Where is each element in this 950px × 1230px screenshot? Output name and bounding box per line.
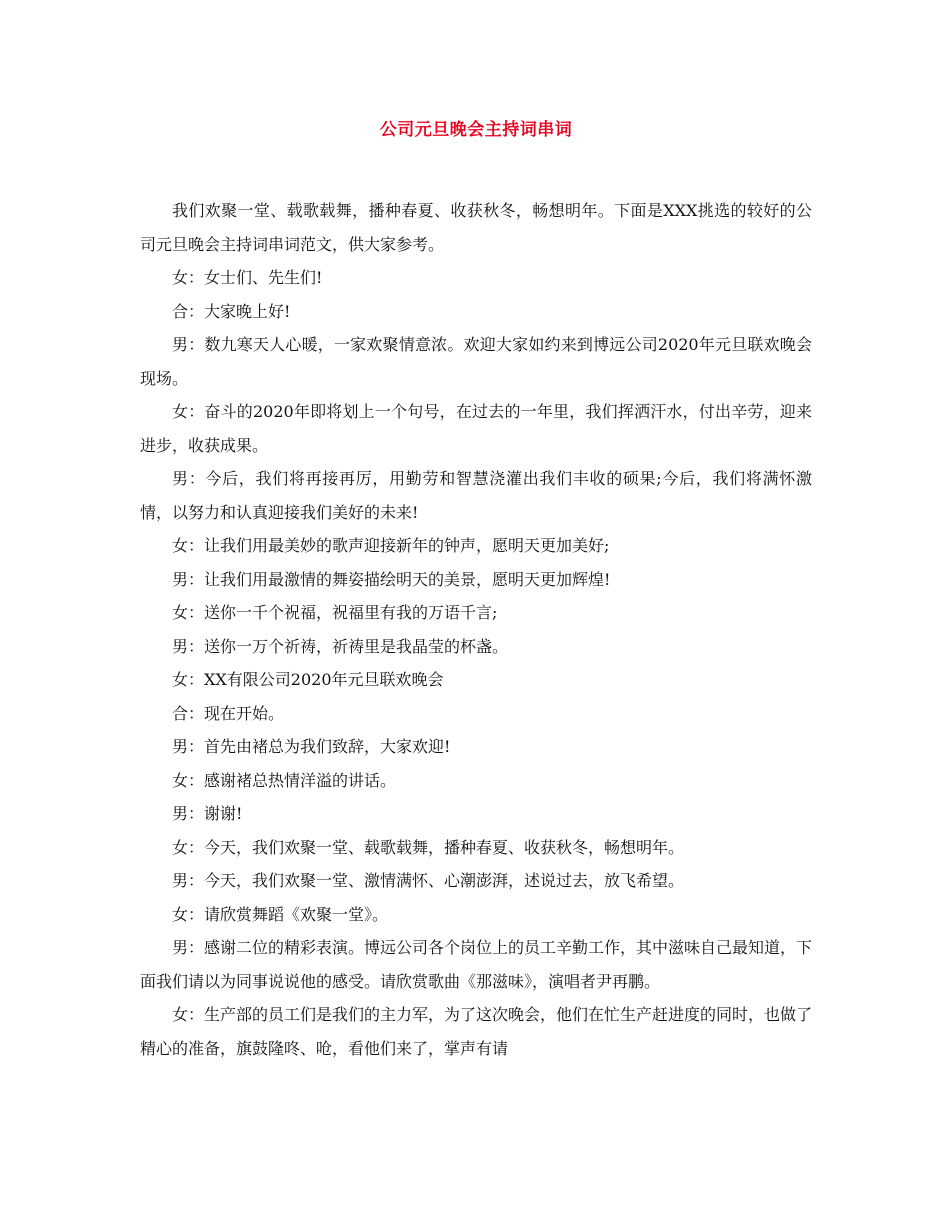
paragraph: 男：感谢二位的精彩表演。博远公司各个岗位上的员工辛勤工作，其中滋味自己最知道，下面我们请以为同事说说他的感受。请欣赏歌曲《那滋味》，演唱者尹再鹏。: [140, 938, 813, 991]
paragraph: 男：让我们用最激情的舞姿描绘明天的美景，愿明天更加辉煌!: [172, 569, 611, 589]
document-page: [140, 118, 812, 1065]
paragraph: 合：大家晚上好!: [172, 301, 291, 321]
paragraph: 女：女士们、先生们!: [172, 268, 323, 287]
paragraph: 合：现在开始。: [172, 703, 285, 723]
paragraph: 女：让我们用最美妙的歌声迎接新年的钟声，愿明天更加美好;: [172, 536, 610, 555]
paragraph: 男：今天，我们欢聚一堂、激情满怀、心潮澎湃，述说过去，放飞希望。: [172, 871, 685, 890]
paragraph: 女：请欣赏舞蹈《欢聚一堂》。: [172, 904, 389, 924]
paragraph: 男：数九寒天人心暖，一家欢聚情意浓。欢迎大家如约来到博远公司2020年元旦联欢晚会现场。: [140, 335, 812, 388]
document-body: [140, 194, 812, 1065]
paragraph: 女：XX有限公司2020年元旦联欢晚会: [172, 670, 444, 689]
paragraph: 男：送你一万个祈祷，祈祷里是我晶莹的杯盏。: [172, 636, 509, 656]
paragraph: 女：生产部的员工们是我们的主力军，为了这次晚会，他们在忙生产赶进度的同时，也做了精心的准备，旗鼓隆咚、呛，看他们来了，掌声有请: [140, 1005, 813, 1058]
paragraph: 我们欢聚一堂、载歌载舞，播种春夏、收获秋冬，畅想明年。下面是XXX挑选的较好的公司元旦晚会主持词串词范文，供大家参考。: [140, 201, 812, 254]
paragraph: 女：今天，我们欢聚一堂、载歌载舞，播种春夏、收获秋冬，畅想明年。: [172, 837, 685, 857]
paragraph: 女：送你一千个祝福，祝福里有我的万语千言;: [172, 603, 498, 622]
document-title: 公司元旦晚会主持词串词: [379, 120, 573, 140]
paragraph: 女：感谢褚总热情洋溢的讲话。: [172, 770, 397, 790]
paragraph: 女：奋斗的2020年即将划上一个句号，在过去的一年里，我们挥洒汗水，付出辛劳，迎来进步，收获成果。: [140, 402, 812, 455]
paragraph: 男：首先由褚总为我们致辞，大家欢迎!: [172, 737, 451, 756]
paragraph: 男：今后，我们将再接再厉，用勤劳和智慧浇灌出我们丰收的硕果;今后，我们将满怀激情，以努力和认真迎接我们美好的未来!: [140, 469, 812, 522]
paragraph: 男：谢谢!: [172, 804, 243, 823]
